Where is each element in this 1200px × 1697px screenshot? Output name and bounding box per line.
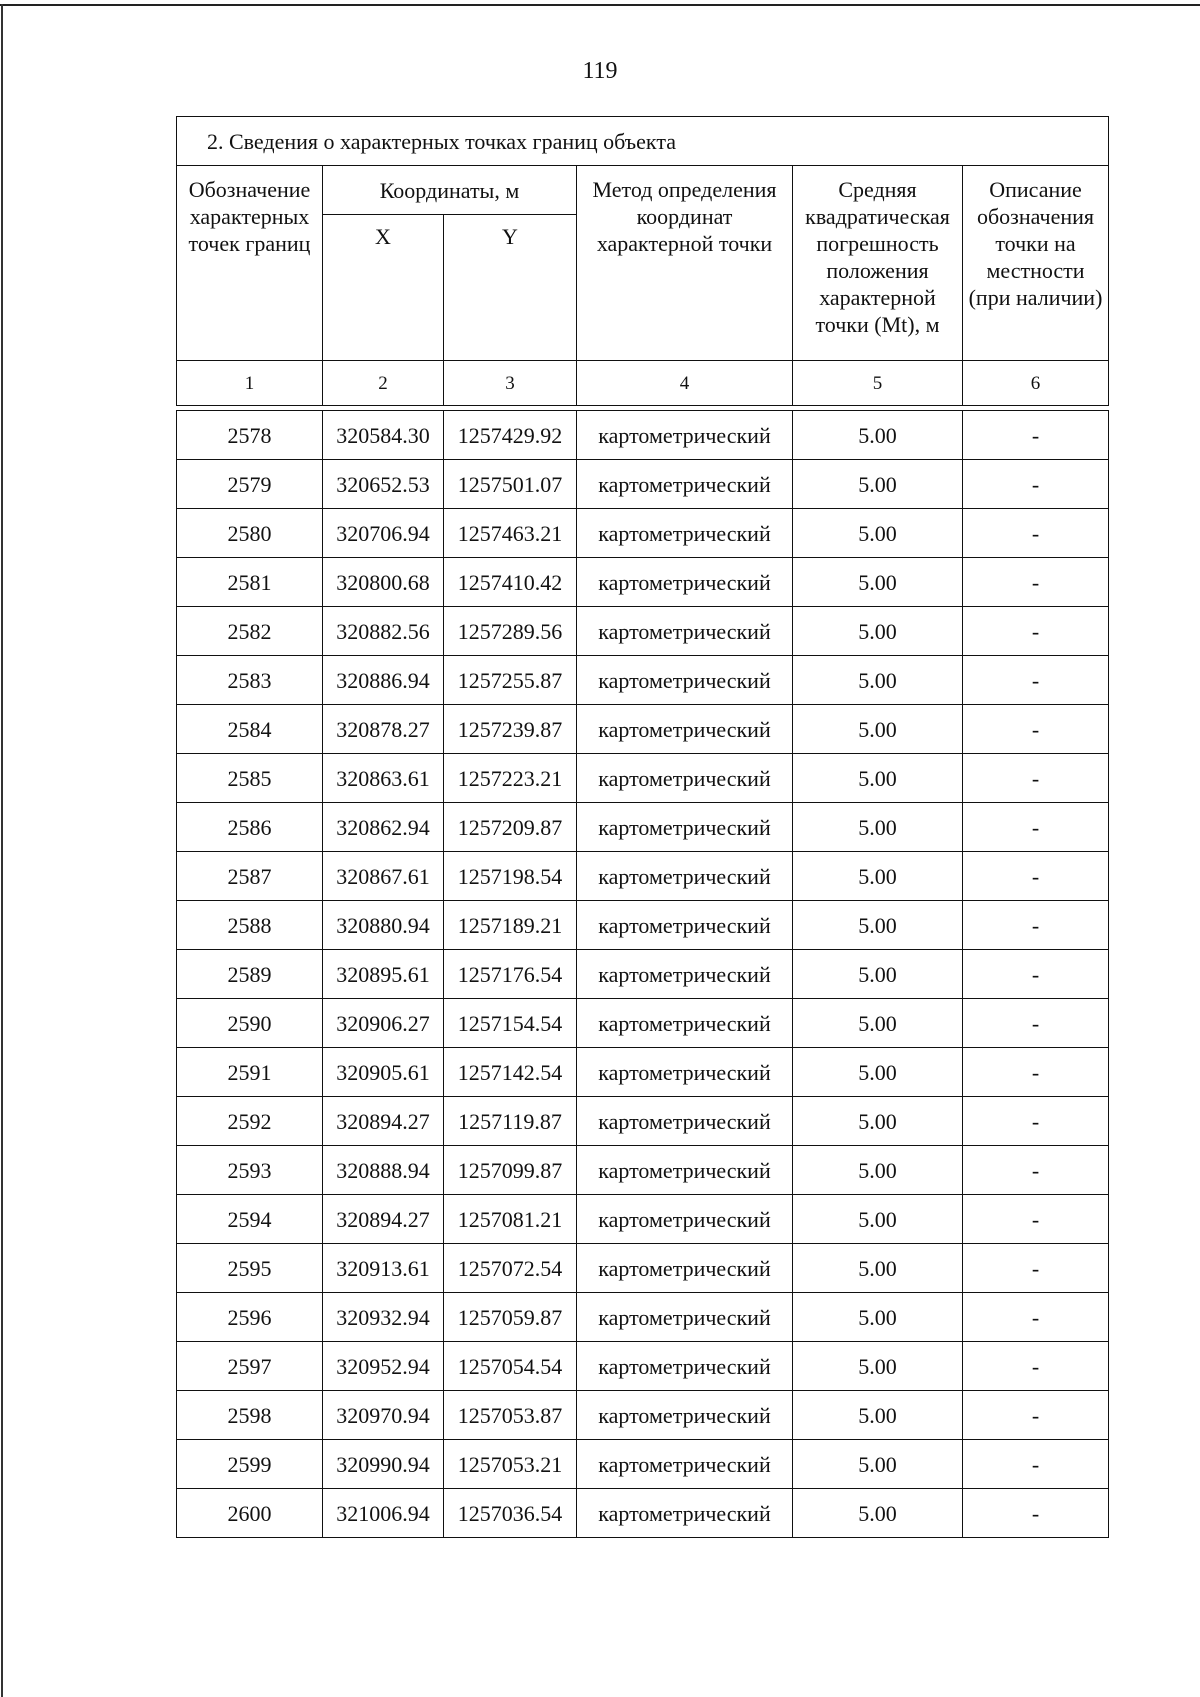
x-coordinate-cell: 320706.94 [323,509,444,558]
point-id-cell: 2586 [177,803,323,852]
method-cell: картометрический [577,803,793,852]
y-coordinate-cell: 1257501.07 [444,460,577,509]
y-coordinate-cell: 1257142.54 [444,1048,577,1097]
header-error: Средняя квадратическая погрешность положения характерной точки (Mt), м [793,166,963,361]
x-coordinate-cell: 320913.61 [323,1244,444,1293]
x-coordinate-cell: 320888.94 [323,1146,444,1195]
error-cell: 5.00 [793,1048,963,1097]
method-cell: картометрический [577,852,793,901]
section-title-row [177,117,1109,166]
y-coordinate-cell: 1257223.21 [444,754,577,803]
x-coordinate-cell: 320882.56 [323,607,444,656]
table-row [177,1195,1109,1244]
description-cell: - [963,705,1109,754]
description-cell: - [963,656,1109,705]
table-row [177,1391,1109,1440]
point-id-cell: 2600 [177,1489,323,1538]
point-id-cell: 2590 [177,999,323,1048]
scan-frame-left [1,4,3,1697]
error-cell: 5.00 [793,558,963,607]
point-id-cell: 2591 [177,1048,323,1097]
description-cell: - [963,754,1109,803]
point-id-cell: 2583 [177,656,323,705]
header-designation: Обозначение характерных точек границ [177,166,323,361]
error-cell: 5.00 [793,1342,963,1391]
method-cell: картометрический [577,411,793,460]
method-cell: картометрический [577,1489,793,1538]
method-cell: картометрический [577,460,793,509]
scan-frame-top [0,4,1200,6]
error-cell: 5.00 [793,999,963,1048]
x-coordinate-cell: 320800.68 [323,558,444,607]
y-coordinate-cell: 1257054.54 [444,1342,577,1391]
description-cell: - [963,999,1109,1048]
y-coordinate-cell: 1257410.42 [444,558,577,607]
description-cell: - [963,607,1109,656]
header-y: Y [444,215,577,361]
table-row [177,852,1109,901]
table-row [177,460,1109,509]
point-id-cell: 2580 [177,509,323,558]
y-coordinate-cell: 1257463.21 [444,509,577,558]
error-cell: 5.00 [793,607,963,656]
error-cell: 5.00 [793,460,963,509]
point-id-cell: 2595 [177,1244,323,1293]
point-id-cell: 2585 [177,754,323,803]
header-method: Метод определения координат характерной точки [577,166,793,361]
error-cell: 5.00 [793,852,963,901]
point-id-cell: 2599 [177,1440,323,1489]
y-coordinate-cell: 1257209.87 [444,803,577,852]
header-description: Описание обозначения точки на местности (при наличии) [963,166,1109,361]
column-number-row [177,361,1109,406]
description-cell: - [963,1342,1109,1391]
method-cell: картометрический [577,999,793,1048]
method-cell: картометрический [577,607,793,656]
x-coordinate-cell: 320863.61 [323,754,444,803]
section-title: 2. Сведения о характерных точках границ объекта [177,117,1109,166]
method-cell: картометрический [577,1440,793,1489]
method-cell: картометрический [577,509,793,558]
x-coordinate-cell: 320862.94 [323,803,444,852]
y-coordinate-cell: 1257289.56 [444,607,577,656]
y-coordinate-cell: 1257072.54 [444,1244,577,1293]
error-cell: 5.00 [793,803,963,852]
method-cell: картометрический [577,1195,793,1244]
table-row [177,1342,1109,1391]
x-coordinate-cell: 320894.27 [323,1195,444,1244]
y-coordinate-cell: 1257429.92 [444,411,577,460]
table-row [177,1048,1109,1097]
x-coordinate-cell: 320905.61 [323,1048,444,1097]
x-coordinate-cell: 320932.94 [323,1293,444,1342]
table-row [177,1097,1109,1146]
error-cell: 5.00 [793,1244,963,1293]
x-coordinate-cell: 320878.27 [323,705,444,754]
x-coordinate-cell: 320895.61 [323,950,444,999]
x-coordinate-cell: 320894.27 [323,1097,444,1146]
description-cell: - [963,460,1109,509]
header-coordinates: Координаты, м [323,166,577,215]
error-cell: 5.00 [793,1097,963,1146]
method-cell: картометрический [577,1244,793,1293]
error-cell: 5.00 [793,705,963,754]
error-cell: 5.00 [793,656,963,705]
header-x: X [323,215,444,361]
y-coordinate-cell: 1257119.87 [444,1097,577,1146]
boundary-points-table [176,116,1109,1538]
description-cell: - [963,411,1109,460]
method-cell: картометрический [577,1391,793,1440]
error-cell: 5.00 [793,509,963,558]
error-cell: 5.00 [793,1146,963,1195]
x-coordinate-cell: 320952.94 [323,1342,444,1391]
error-cell: 5.00 [793,1489,963,1538]
y-coordinate-cell: 1257176.54 [444,950,577,999]
point-id-cell: 2598 [177,1391,323,1440]
column-number: 5 [793,361,963,406]
description-cell: - [963,950,1109,999]
description-cell: - [963,803,1109,852]
y-coordinate-cell: 1257189.21 [444,901,577,950]
table-row [177,656,1109,705]
table-row [177,705,1109,754]
y-coordinate-cell: 1257036.54 [444,1489,577,1538]
y-coordinate-cell: 1257081.21 [444,1195,577,1244]
column-number: 2 [323,361,444,406]
x-coordinate-cell: 320990.94 [323,1440,444,1489]
header-row-1 [177,166,1109,215]
x-coordinate-cell: 321006.94 [323,1489,444,1538]
description-cell: - [963,1097,1109,1146]
x-coordinate-cell: 320880.94 [323,901,444,950]
error-cell: 5.00 [793,1391,963,1440]
error-cell: 5.00 [793,754,963,803]
description-cell: - [963,852,1109,901]
error-cell: 5.00 [793,1195,963,1244]
description-cell: - [963,1391,1109,1440]
x-coordinate-cell: 320867.61 [323,852,444,901]
table-row [177,411,1109,460]
y-coordinate-cell: 1257053.87 [444,1391,577,1440]
method-cell: картометрический [577,1146,793,1195]
point-id-cell: 2582 [177,607,323,656]
point-id-cell: 2597 [177,1342,323,1391]
description-cell: - [963,1293,1109,1342]
table-row [177,607,1109,656]
y-coordinate-cell: 1257154.54 [444,999,577,1048]
column-number: 4 [577,361,793,406]
method-cell: картометрический [577,1097,793,1146]
x-coordinate-cell: 320584.30 [323,411,444,460]
error-cell: 5.00 [793,411,963,460]
column-number: 1 [177,361,323,406]
table-row [177,901,1109,950]
method-cell: картометрический [577,1048,793,1097]
description-cell: - [963,1146,1109,1195]
error-cell: 5.00 [793,1440,963,1489]
method-cell: картометрический [577,1293,793,1342]
y-coordinate-cell: 1257059.87 [444,1293,577,1342]
y-coordinate-cell: 1257198.54 [444,852,577,901]
column-number: 3 [444,361,577,406]
table-row [177,999,1109,1048]
table-row [177,950,1109,999]
page-number: 119 [582,58,618,84]
point-id-cell: 2594 [177,1195,323,1244]
x-coordinate-cell: 320970.94 [323,1391,444,1440]
point-id-cell: 2578 [177,411,323,460]
point-id-cell: 2587 [177,852,323,901]
method-cell: картометрический [577,1342,793,1391]
method-cell: картометрический [577,558,793,607]
description-cell: - [963,1195,1109,1244]
method-cell: картометрический [577,754,793,803]
description-cell: - [963,901,1109,950]
table-row [177,754,1109,803]
description-cell: - [963,1489,1109,1538]
x-coordinate-cell: 320886.94 [323,656,444,705]
description-cell: - [963,558,1109,607]
error-cell: 5.00 [793,901,963,950]
method-cell: картометрический [577,950,793,999]
point-id-cell: 2596 [177,1293,323,1342]
table-row [177,1244,1109,1293]
y-coordinate-cell: 1257053.21 [444,1440,577,1489]
error-cell: 5.00 [793,1293,963,1342]
column-number: 6 [963,361,1109,406]
method-cell: картометрический [577,656,793,705]
description-cell: - [963,1048,1109,1097]
y-coordinate-cell: 1257255.87 [444,656,577,705]
description-cell: - [963,1244,1109,1293]
point-id-cell: 2584 [177,705,323,754]
error-cell: 5.00 [793,950,963,999]
x-coordinate-cell: 320906.27 [323,999,444,1048]
table-body [177,411,1109,1538]
table-row [177,1146,1109,1195]
y-coordinate-cell: 1257239.87 [444,705,577,754]
table-row [177,558,1109,607]
table-row [177,1440,1109,1489]
table-row [177,1293,1109,1342]
description-cell: - [963,509,1109,558]
method-cell: картометрический [577,705,793,754]
table-row [177,509,1109,558]
point-id-cell: 2593 [177,1146,323,1195]
table-row [177,1489,1109,1538]
method-cell: картометрический [577,901,793,950]
description-cell: - [963,1440,1109,1489]
point-id-cell: 2579 [177,460,323,509]
table-row [177,803,1109,852]
x-coordinate-cell: 320652.53 [323,460,444,509]
point-id-cell: 2589 [177,950,323,999]
point-id-cell: 2581 [177,558,323,607]
point-id-cell: 2592 [177,1097,323,1146]
y-coordinate-cell: 1257099.87 [444,1146,577,1195]
point-id-cell: 2588 [177,901,323,950]
